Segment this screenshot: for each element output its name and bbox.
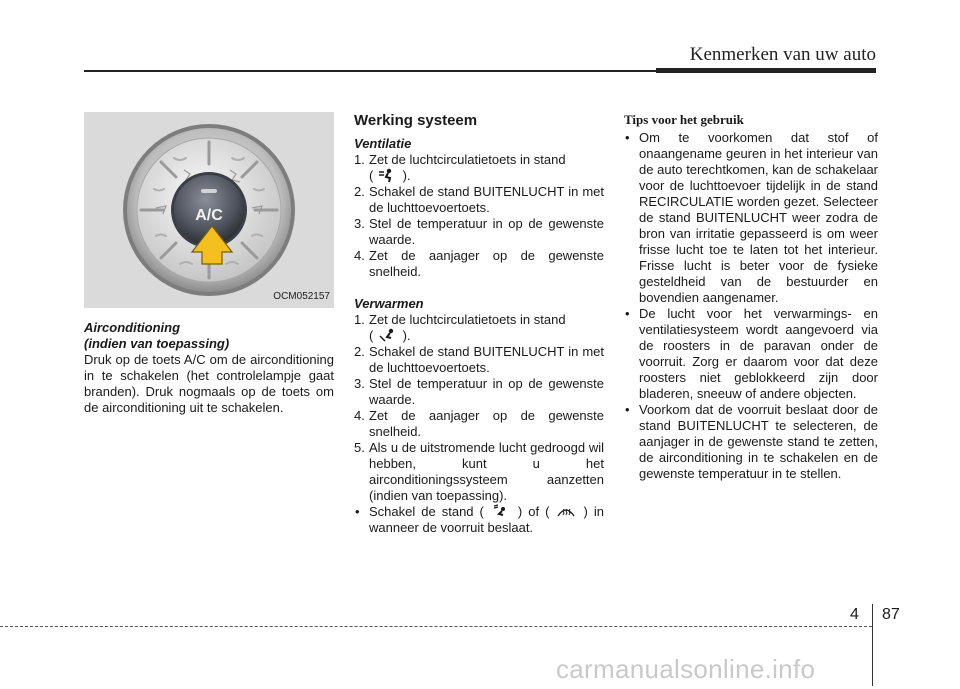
heating-heading: Verwarmen: [354, 296, 424, 311]
step-number: 1.: [354, 312, 365, 327]
chapter-number: 4: [850, 606, 859, 623]
header-rule-accent: [656, 68, 876, 73]
step-text: Als u de uitstromende lucht gedroogd wil hebben, kunt u het airconditioningssysteem aanzetten (indien van toepassing).: [369, 440, 604, 503]
bullet-marker: •: [625, 402, 630, 417]
step-number: 5.: [354, 440, 365, 455]
defrost-icon: [555, 504, 577, 518]
ac-heading: Airconditioning: [84, 320, 181, 335]
step-text: Stel de temperatuur in op de gewenste waarde.: [369, 216, 604, 247]
list-item: [354, 152, 604, 184]
climate-dial-illustration: [84, 112, 334, 308]
list-item: [624, 402, 878, 482]
step-text: Zet de aanjager op de gewenste snelheid.: [369, 248, 604, 279]
step-number: 4.: [354, 408, 365, 423]
list-item: [354, 248, 604, 280]
tips-title: Tips voor het gebruik: [624, 112, 744, 127]
step-text: Zet de luchtcirculatietoets in stand: [369, 152, 566, 167]
step-text: Zet de aanjager op de gewenste snelheid.: [369, 408, 604, 439]
list-item: [354, 440, 604, 504]
bullet-text: ) in wanneer de voorruit beslaat.: [369, 504, 604, 535]
ventilation-heading: Ventilatie: [354, 136, 412, 151]
tips-list: [624, 130, 878, 482]
bracket-open: (: [369, 328, 374, 343]
step-text-icon-line: [369, 168, 604, 184]
ac-button-label: A/C: [195, 207, 223, 224]
step-number: 2.: [354, 344, 365, 359]
step-text: Zet de luchtcirculatietoets in stand: [369, 312, 566, 327]
list-item: [354, 184, 604, 216]
column-middle: [354, 112, 604, 536]
column-left: [84, 112, 334, 416]
list-item: [354, 312, 604, 344]
header-title: Kenmerken van uw auto: [689, 44, 876, 65]
list-item: [354, 408, 604, 440]
operation-title: Werking systeem: [354, 112, 478, 129]
ac-heading-note: (indien van toepassing): [84, 336, 230, 351]
step-text: Schakel de stand BUITENLUCHT in met de luchttoevoertoets.: [369, 344, 604, 375]
bullet-text: Schakel de stand (: [369, 504, 484, 519]
bracket-close: ).: [402, 328, 411, 343]
vent-mode-windshield-icon: [490, 504, 512, 518]
bracket-close: ).: [402, 168, 411, 183]
bracket-open: (: [369, 168, 374, 183]
list-item: [354, 504, 604, 536]
list-item: [354, 216, 604, 248]
step-text: Stel de temperatuur in op de gewenste waarde.: [369, 376, 604, 407]
ventilation-steps: [354, 152, 604, 280]
column-right: [624, 112, 878, 482]
step-number: 3.: [354, 216, 365, 231]
step-text: Schakel de stand BUITENLUCHT in met de luchttoevoertoets.: [369, 184, 604, 215]
heating-steps: [354, 312, 604, 504]
tip-text: Om te voorkomen dat stof of onaangename geuren in het interieur van de auto terechtkomen, kan de schakelaar voor de luchttoevoer tijdelijk in de stand RECIRCULATIE worden gezet. Selecteer de stand BUITENLUCHT weer zodra de bron van irritatie gepasseerd is om weer frisse lucht toe te laten tot het interieur. Frisse lucht is beter voor de fysieke gesteldheid van de bestuurder en bovendien aangenamer.: [639, 130, 878, 305]
ac-description: Druk op de toets A/C om de airconditioning in te schakelen (het controlelampje gaat branden). Druk nogmaals op de toets om de airconditioning uit te schakelen.: [84, 352, 334, 415]
step-number: 3.: [354, 376, 365, 391]
bullet-marker: •: [625, 306, 630, 321]
page-number: 87: [882, 606, 900, 623]
step-number: 1.: [354, 152, 365, 167]
list-item: [354, 344, 604, 376]
list-item: [354, 376, 604, 408]
step-number: 2.: [354, 184, 365, 199]
figure-caption: OCM052157: [273, 291, 330, 302]
bullet-marker: •: [625, 130, 630, 145]
defrost-bullet: [354, 504, 604, 536]
footer-rule: [0, 626, 872, 627]
tip-text: Voorkom dat de voorruit beslaat door de stand BUITENLUCHT te selecteren, de aanjager in de gewenste stand te zetten, de airconditioning in te schakelen en de gewenste temperatuur in te stellen.: [639, 402, 878, 481]
vent-mode-face-icon: [377, 168, 399, 182]
watermark: carmanualsonline.info: [556, 654, 816, 684]
vent-mode-floor-icon: [377, 328, 399, 342]
list-item: [624, 306, 878, 402]
footer-divider: [872, 604, 873, 686]
bullet-text: ) of (: [517, 504, 550, 519]
step-number: 4.: [354, 248, 365, 263]
list-item: [624, 130, 878, 306]
step-text-icon-line: [369, 328, 604, 344]
climate-control-figure: [84, 112, 334, 308]
bullet-marker: •: [355, 504, 360, 519]
tip-text: De lucht voor het verwarmings- en ventilatiesysteem wordt aangevoerd via de roosters in de paravan onder de voorruit. Zorg er daarom voor dat deze roosters niet geblokkeerd zijn door bladeren, sneeuw of andere objecten.: [639, 306, 878, 401]
